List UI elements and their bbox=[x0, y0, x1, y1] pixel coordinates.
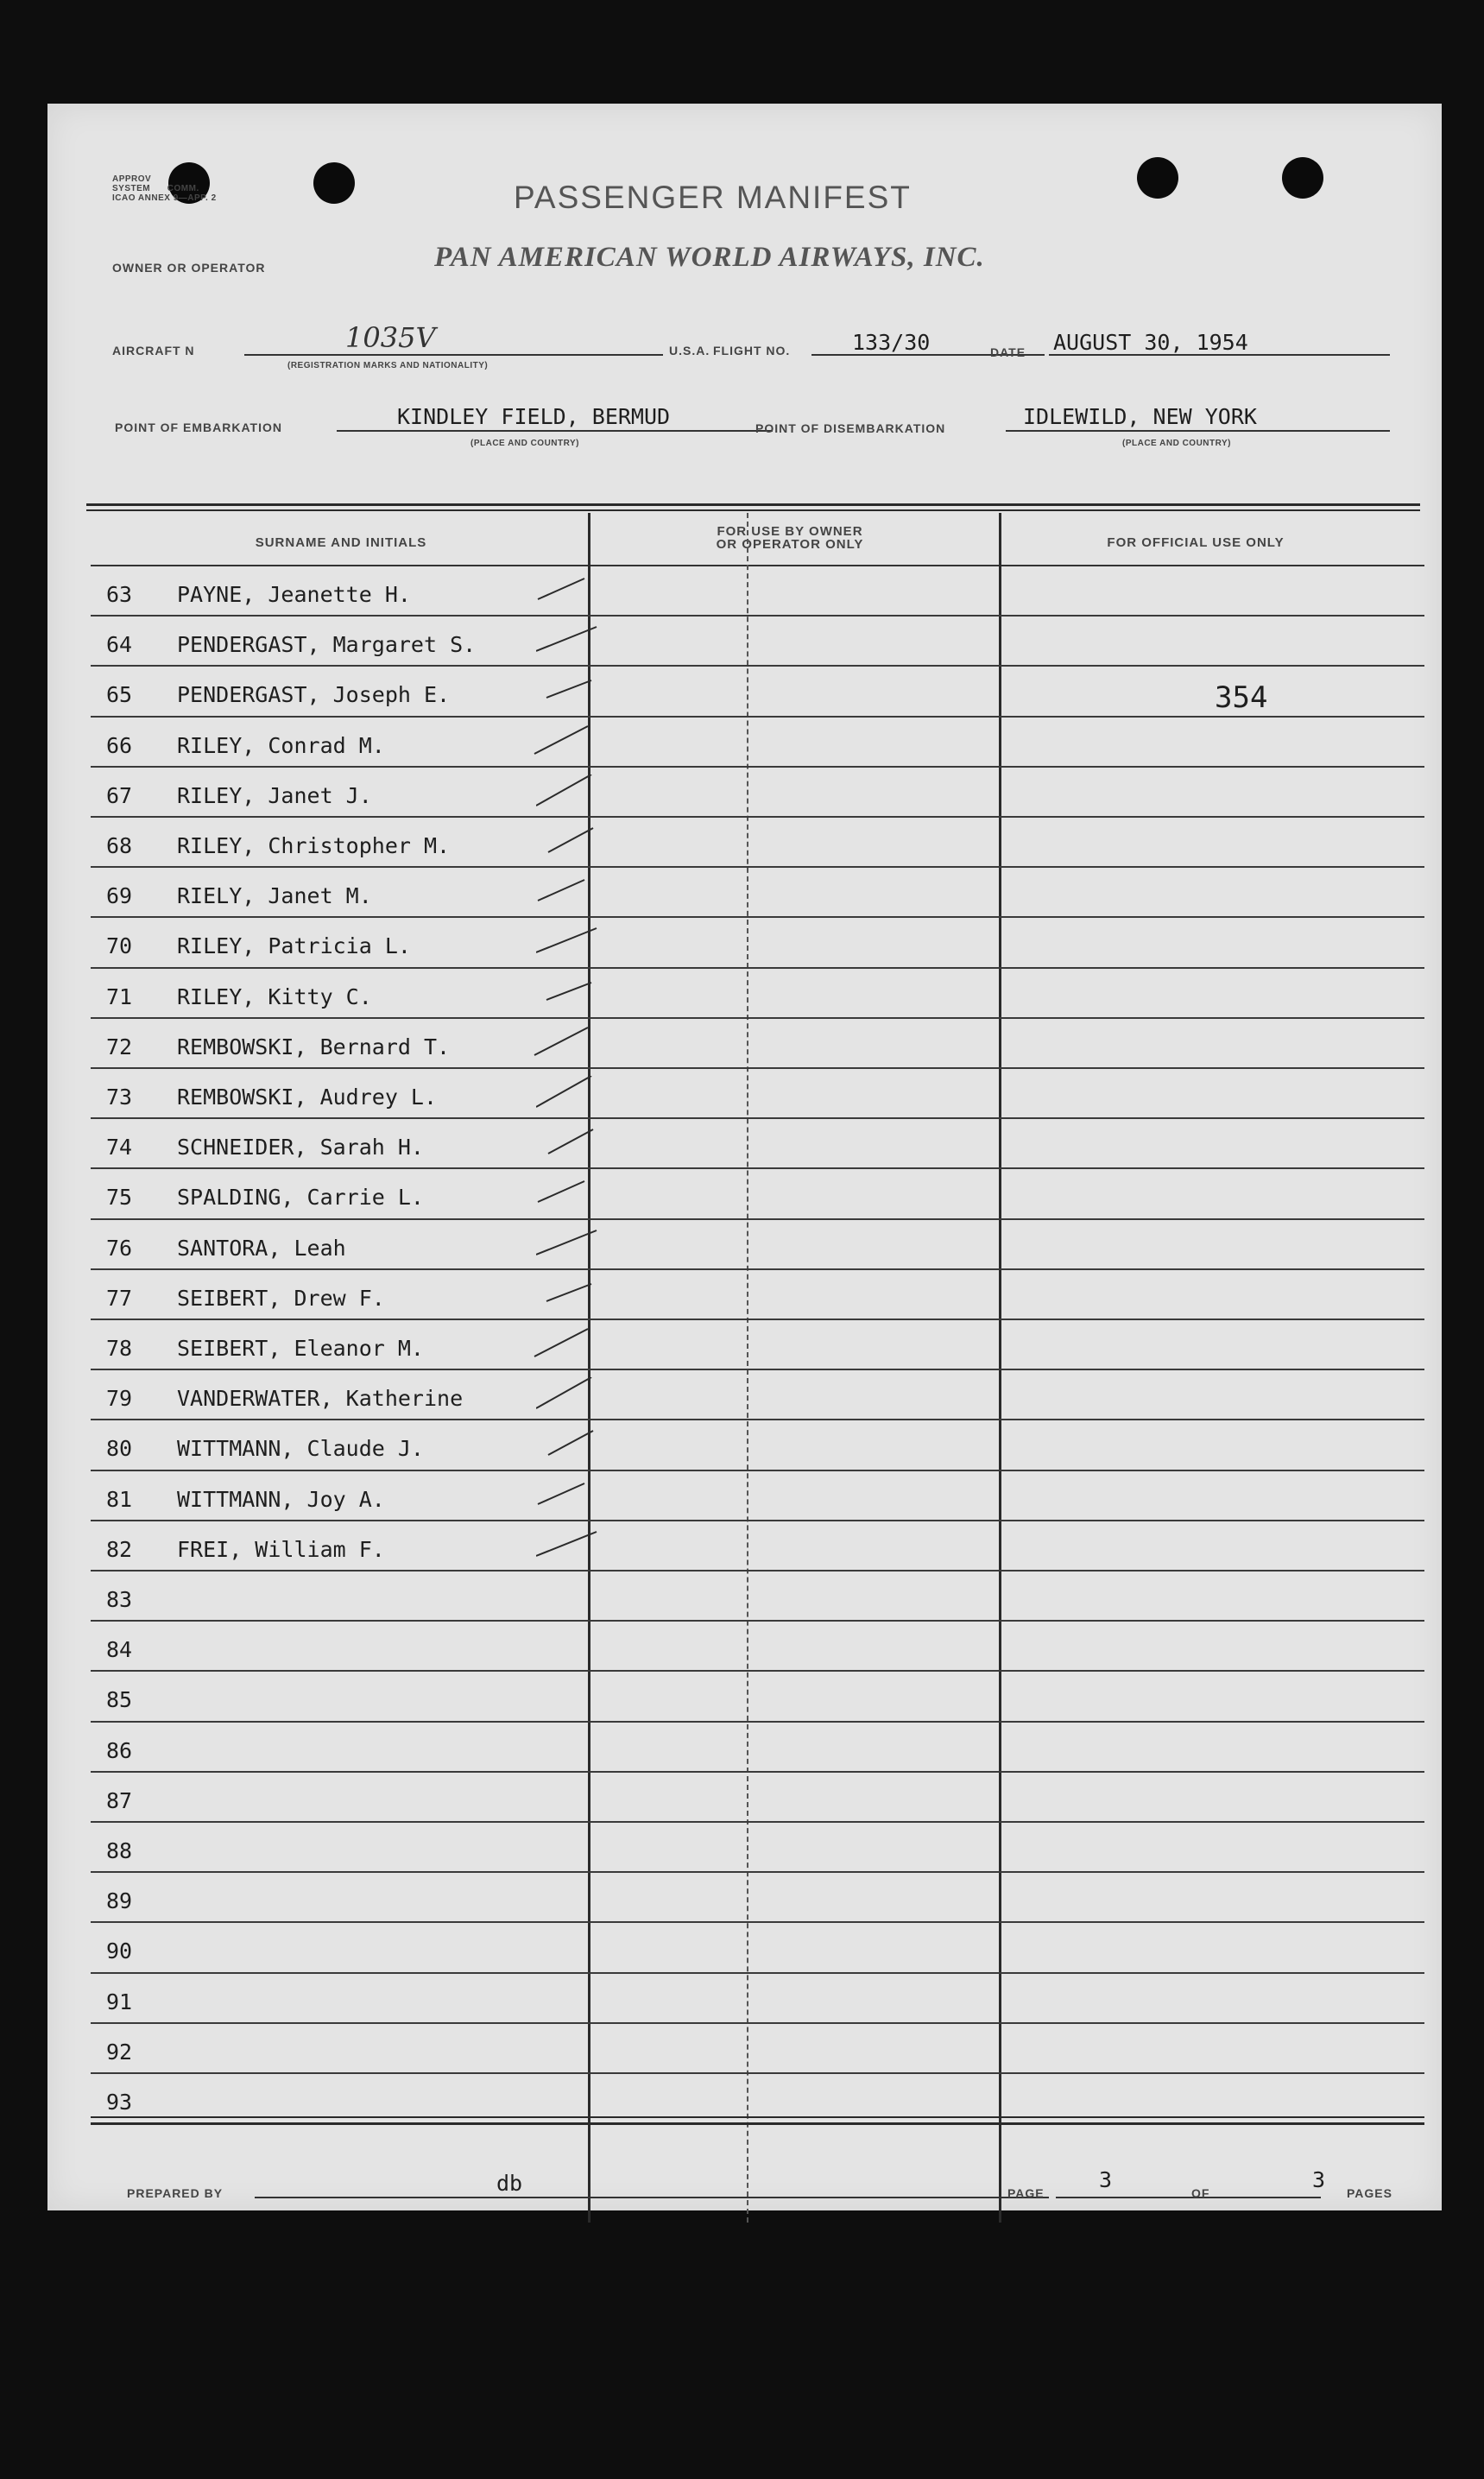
row-rule bbox=[91, 1821, 1424, 1823]
row-number: 85 bbox=[106, 1687, 133, 1713]
passenger-name: PENDERGAST, Joseph E. bbox=[177, 682, 451, 708]
stamp-line-1: APPROV bbox=[112, 174, 152, 184]
row-number: 82 bbox=[106, 1536, 133, 1562]
row-number: 72 bbox=[106, 1034, 133, 1059]
approval-stamp bbox=[112, 174, 217, 203]
row-number: 83 bbox=[106, 1587, 133, 1612]
check-mark-icon bbox=[541, 1427, 610, 1465]
row-rule bbox=[91, 1218, 1424, 1220]
manifest-sheet bbox=[47, 104, 1442, 2210]
row-number: 71 bbox=[106, 983, 133, 1009]
disembark-caption: (PLACE AND COUNTRY) bbox=[1122, 439, 1231, 448]
row-rule bbox=[91, 1167, 1424, 1169]
punch-hole-3 bbox=[1137, 157, 1178, 199]
row-rule bbox=[91, 1419, 1424, 1420]
row-number: 89 bbox=[106, 1888, 133, 1914]
row-rule bbox=[91, 1268, 1424, 1270]
aircraft-value: 1035V bbox=[345, 321, 436, 354]
row-number: 66 bbox=[106, 732, 133, 758]
embark-caption: (PLACE AND COUNTRY) bbox=[470, 439, 579, 448]
row-number: 63 bbox=[106, 582, 133, 607]
prepared-label: PREPARED BY bbox=[127, 2186, 224, 2200]
row-number: 75 bbox=[106, 1185, 133, 1211]
row-rule bbox=[91, 1520, 1424, 1521]
row-rule bbox=[91, 967, 1424, 969]
row-number: 87 bbox=[106, 1787, 133, 1813]
aircraft-label: AIRCRAFT N bbox=[112, 344, 195, 357]
row-rule bbox=[91, 1117, 1424, 1119]
passenger-name: REMBOWSKI, Audrey L. bbox=[177, 1085, 438, 1110]
operator-name: PAN AMERICAN WORLD AIRWAYS, INC. bbox=[434, 242, 985, 273]
row-rule bbox=[91, 1871, 1424, 1873]
row-number: 81 bbox=[106, 1486, 133, 1512]
row-rule bbox=[91, 1771, 1424, 1773]
check-mark-icon bbox=[541, 976, 610, 1014]
row-number: 78 bbox=[106, 1336, 133, 1361]
column-divider-2 bbox=[999, 513, 1001, 2223]
row-number: 74 bbox=[106, 1135, 133, 1160]
check-mark-icon bbox=[536, 1076, 605, 1114]
check-mark-icon bbox=[531, 1176, 600, 1214]
disembark-label: POINT OF DISEMBARKATION bbox=[755, 421, 946, 435]
stamp-line-2: SYSTEM bbox=[112, 184, 151, 193]
check-mark-icon bbox=[531, 724, 600, 762]
passenger-name: WITTMANN, Claude J. bbox=[177, 1436, 424, 1462]
check-mark-icon bbox=[541, 674, 610, 711]
check-mark-icon bbox=[531, 1478, 600, 1516]
passenger-name: REMBOWSKI, Bernard T. bbox=[177, 1034, 451, 1059]
row-rule bbox=[91, 766, 1424, 768]
row-rule bbox=[91, 866, 1424, 868]
passenger-name: RILEY, Patricia L. bbox=[177, 933, 411, 959]
row-rule bbox=[91, 1319, 1424, 1320]
check-mark-icon bbox=[531, 1327, 600, 1365]
row-number: 90 bbox=[106, 1938, 133, 1964]
passenger-name: SPALDING, Carrie L. bbox=[177, 1185, 424, 1211]
date-value: AUGUST 30, 1954 bbox=[1053, 330, 1248, 355]
flight-label: FLIGHT NO. bbox=[713, 344, 791, 357]
row-rule bbox=[91, 2072, 1424, 2074]
row-number: 65 bbox=[106, 682, 133, 708]
passenger-name: RIELY, Janet M. bbox=[177, 883, 372, 909]
row-rule bbox=[91, 665, 1424, 667]
page-title: PASSENGER MANIFEST bbox=[514, 180, 912, 215]
embark-value: KINDLEY FIELD, BERMUD bbox=[397, 404, 671, 429]
table-top-rule bbox=[86, 503, 1420, 506]
check-mark-icon bbox=[541, 825, 610, 863]
row-rule bbox=[91, 2022, 1424, 2024]
row-number: 67 bbox=[106, 782, 133, 808]
passenger-name: RILEY, Janet J. bbox=[177, 782, 372, 808]
row-rule bbox=[91, 1067, 1424, 1069]
row-rule bbox=[91, 1570, 1424, 1572]
row-number: 70 bbox=[106, 933, 133, 959]
passenger-name: RILEY, Conrad M. bbox=[177, 732, 385, 758]
row-rule bbox=[91, 1470, 1424, 1471]
passenger-name: RILEY, Kitty C. bbox=[177, 983, 372, 1009]
column-divider-1 bbox=[588, 513, 590, 2223]
row-rule bbox=[91, 1017, 1424, 1019]
row-rule bbox=[91, 1721, 1424, 1723]
passenger-name: SCHNEIDER, Sarah H. bbox=[177, 1135, 424, 1160]
check-mark-icon bbox=[536, 775, 605, 813]
check-mark-icon bbox=[536, 925, 605, 963]
owner-label: OWNER OR OPERATOR bbox=[112, 261, 266, 275]
row-number: 91 bbox=[106, 1989, 133, 2014]
check-mark-icon bbox=[541, 1126, 610, 1164]
row-number: 68 bbox=[106, 833, 133, 858]
total-pages-value: 3 bbox=[1312, 2167, 1326, 2192]
passenger-name: SANTORA, Leah bbox=[177, 1235, 346, 1261]
punch-hole-4 bbox=[1282, 157, 1323, 199]
passenger-name: PENDERGAST, Margaret S. bbox=[177, 632, 477, 658]
passenger-name: VANDERWATER, Katherine bbox=[177, 1386, 464, 1412]
row-number: 73 bbox=[106, 1085, 133, 1110]
disembark-value: IDLEWILD, NEW YORK bbox=[1023, 404, 1257, 429]
check-mark-icon bbox=[531, 573, 600, 611]
row-number: 76 bbox=[106, 1235, 133, 1261]
stamp-line-3: COMM. bbox=[167, 184, 199, 193]
page-label: PAGE bbox=[1007, 2186, 1045, 2200]
passenger-name: WITTMANN, Joy A. bbox=[177, 1486, 385, 1512]
check-mark-icon bbox=[536, 623, 605, 661]
check-mark-icon bbox=[541, 1277, 610, 1315]
row-number: 64 bbox=[106, 632, 133, 658]
check-mark-icon bbox=[536, 1227, 605, 1265]
registration-caption: (REGISTRATION MARKS AND NATIONALITY) bbox=[287, 361, 489, 370]
passenger-name: PAYNE, Jeanette H. bbox=[177, 582, 411, 607]
row-rule bbox=[91, 816, 1424, 818]
column-header-official: FOR OFFICIAL USE ONLY bbox=[1107, 535, 1285, 550]
row-rule bbox=[91, 1921, 1424, 1923]
row-number: 77 bbox=[106, 1285, 133, 1311]
page-value: 3 bbox=[1099, 2167, 1113, 2192]
check-mark-icon bbox=[536, 1377, 605, 1415]
date-label: DATE bbox=[990, 345, 1026, 359]
row-number: 69 bbox=[106, 883, 133, 909]
passenger-name: FREI, William F. bbox=[177, 1536, 385, 1562]
passenger-name: SEIBERT, Eleanor M. bbox=[177, 1336, 424, 1361]
row-rule bbox=[91, 1670, 1424, 1672]
of-label: OF bbox=[1191, 2186, 1210, 2200]
row-number: 93 bbox=[106, 2090, 133, 2115]
row-rule bbox=[91, 1620, 1424, 1622]
punch-hole-2 bbox=[313, 162, 355, 204]
official-note: 354 bbox=[1215, 680, 1268, 715]
row-rule bbox=[91, 916, 1424, 918]
check-mark-icon bbox=[536, 1528, 605, 1566]
passenger-name: SEIBERT, Drew F. bbox=[177, 1285, 385, 1311]
row-number: 86 bbox=[106, 1737, 133, 1763]
row-number: 92 bbox=[106, 2039, 133, 2065]
row-number: 88 bbox=[106, 1838, 133, 1863]
passenger-name: RILEY, Christopher M. bbox=[177, 833, 451, 858]
check-mark-icon bbox=[531, 1026, 600, 1064]
row-rule bbox=[91, 716, 1424, 718]
prepared-value: db bbox=[496, 2171, 523, 2196]
row-number: 84 bbox=[106, 1637, 133, 1663]
row-rule bbox=[91, 1972, 1424, 1974]
row-rule bbox=[91, 615, 1424, 617]
flight-value: 133/30 bbox=[852, 330, 931, 355]
row-rule bbox=[91, 1369, 1424, 1370]
row-number: 79 bbox=[106, 1386, 133, 1412]
column-header-surname: SURNAME AND INITIALS bbox=[255, 535, 427, 550]
table-bottom-rule bbox=[91, 2116, 1424, 2118]
check-mark-icon bbox=[531, 875, 600, 913]
pages-label: PAGES bbox=[1347, 2186, 1392, 2200]
country-label: U.S.A. bbox=[669, 344, 710, 357]
owner-use-line-2: OR OPERATOR ONLY bbox=[716, 537, 864, 552]
stamp-line-4: ICAO ANNEX 9—APP. 2 bbox=[112, 193, 217, 203]
embark-label: POINT OF EMBARKATION bbox=[115, 421, 282, 434]
owner-use-line-1: FOR USE BY OWNER bbox=[717, 524, 863, 539]
row-number: 80 bbox=[106, 1436, 133, 1462]
column-header-owner-use bbox=[652, 525, 928, 551]
